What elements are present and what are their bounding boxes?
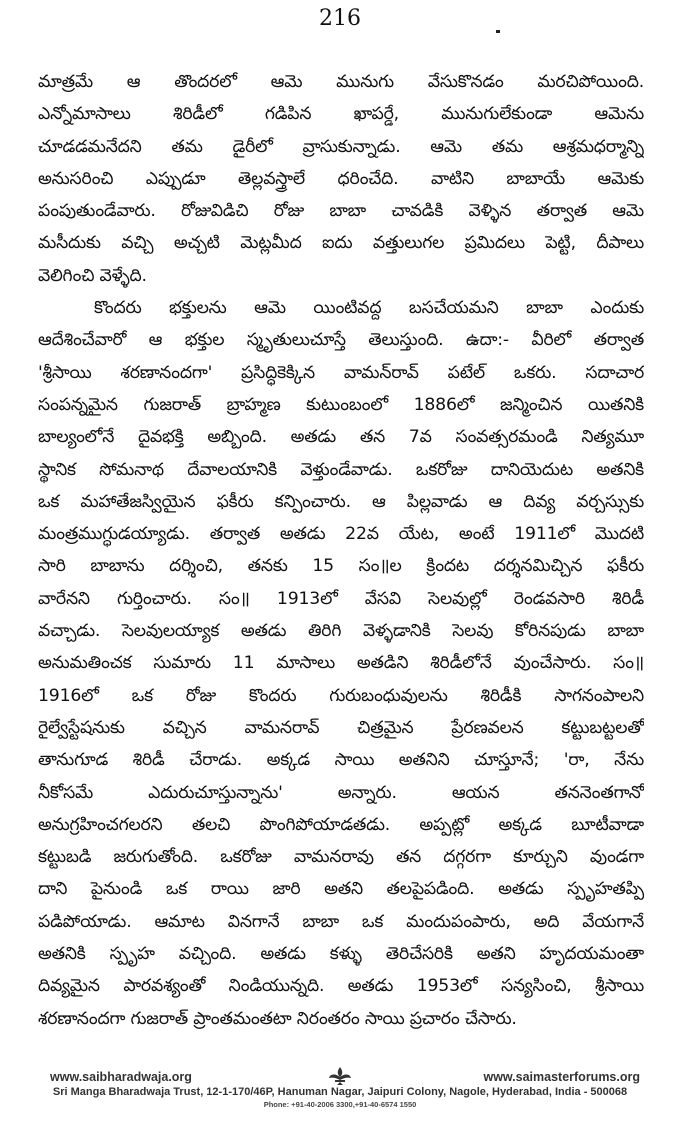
text-line: సంపన్నమైన గుజరాత్ బ్రాహ్మణ కుటుంబంలో 1886లో జన్మించిన యితనికి [38, 394, 644, 415]
text-line: అనుసరించి ఎప్పుడూ తెల్లవస్త్రాలే ధరించేది. వాటిని బాబాయే ఆమెకు [38, 168, 644, 189]
text-line: మాత్రమే ఆ తొందరలో ఆమె మునుగు వేసుకొనడం మరచిపోయింది. [38, 72, 644, 92]
text-line: అనుగ్రహించగలరని తలచి పొంగిపోయాడతడు. అప్పట్లో అక్కడ బూటీవాడా [38, 814, 644, 835]
text-line: రైల్వేస్టేషనుకు వచ్చిన వామనరావ్ చిత్రమైన ప్రేరణవలన కట్టుబట్టలతో [38, 717, 644, 738]
text-line: శరణానందగా గుజరాత్ ప్రాంతమంతటా నిరంతరం సాయి ప్రచారం చేసారు. [38, 1008, 517, 1029]
text-line: సారి బాబాను దర్శించి, తనకు 15 సం॥ల క్రిందట దర్శనమిచ్చిన ఫకీరు [38, 556, 644, 577]
text-line: ఎన్నోమాసాలు శిరిడీలో గడిపిన ఖాపర్డే, మునుగులేకుండా ఆమెను [38, 104, 644, 125]
fleur-ornament-icon [327, 1066, 353, 1086]
footer-left-site-link[interactable]: www.saibharadwaja.org [50, 1070, 192, 1084]
footer-address: Sri Manga Bharadwaja Trust, 12-1-170/46P, Hanuman Nagar, Jaipuri Colony, Nagole, Hyderabad, India - 500068 [52, 1086, 628, 1098]
text-line: దాని పైనుండి ఒక రాయి జారి అతని తలపైపడింది. అతడు స్పృహతప్పి [38, 879, 644, 900]
text-line: చూడడమనేదని తమ డైరీలో వ్రాసుకున్నాడు. ఆమె తమ ఆశ్రమధర్మాన్ని [38, 136, 644, 157]
text-line: ఒక మహాతేజస్వియైన ఫకీరు కన్పించారు. ఆ పిల్లవాడు ఆ దివ్య వర్చస్సుకు [38, 491, 644, 512]
body-text [38, 66, 644, 1035]
text-line: కట్టుబడి జరుగుతోంది. ఒకరోజు వామనరావు తన దగ్గరగా కూర్చుని వుండగా [38, 847, 644, 868]
page-footer [0, 1070, 680, 1122]
text-line: దివ్యమైన పారవశ్యంతో నిండియున్నది. అతడు 1953లో సన్యసించి, శ్రీసాయి [38, 976, 644, 997]
page-number: 216 [319, 6, 361, 31]
text-line: అనుమతించక సుమారు 11 మాసాలు అతడిని శిరిడీలోనే వుంచేసారు. సం॥ [38, 653, 644, 674]
text-line: ఆదేశించేవారో ఆ భక్తుల స్మృతులుచూస్తే తెలుస్తుంది. ఉదా:- వీరిలో తర్వాత [38, 330, 644, 351]
stray-dot-mark [496, 30, 500, 33]
text-line: వచ్చాడు. సెలవులయ్యాక అతడు తిరిగి వెళ్ళడానికి సెలవు కోరినపుడు బాబా [38, 621, 644, 642]
text-line: పంపుతుండేవారు. రోజువిడిచి రోజు బాబా చావడికి వెళ్ళిన తర్వాత ఆమె [38, 201, 644, 222]
text-line: తానుగూడ శిరిడీ చేరాడు. అక్కడ సాయి అతనిని చూస్తూనే; 'రా, నేను [38, 750, 644, 771]
text-line: పడిపోయాడు. ఆమాట వినగానే బాబా ఒక మందుపంపారు, అది వేయగానే [38, 911, 644, 932]
text-line: నీకోసమే ఎదురుచూస్తున్నాను' అన్నారు. ఆయన తననెంతగానో [38, 782, 644, 803]
text-line: మంత్రముగ్ధుడయ్యాడు. తర్వాత అతడు 22వ యేట, అంటే 1911లో మొదటి [38, 524, 644, 545]
footer-phone: Phone: +91-40-2006 3300,+91-40-6574 1550 [263, 1100, 417, 1109]
text-line: మసీదుకు వచ్చి అచ్చటి మెట్లమీద ఐదు వత్తులుగల ప్రమిదలు పెట్టి, దీపాలు [38, 233, 644, 254]
paragraph-2 [38, 292, 644, 1035]
paragraph-1 [38, 66, 644, 292]
text-line: బాల్యంలోనే దైవభక్తి అబ్బింది. అతడు తన 7వ సంవత్సరమండి నిత్యమూ [38, 427, 644, 448]
text-line: కొందరు భక్తులను ఆమె యింటివద్ద బసచేయమని బాబా ఎందుకు [94, 298, 644, 319]
text-line: వారేనని గుర్తించారు. సం॥ 1913లో వేసవి సెలవుల్లో రెండవసారి శిరిడీ [38, 588, 644, 609]
text-line: 'శ్రీసాయి శరణానందగా' ప్రసిద్ధికెక్కిన వామన్‌రావ్ పటేల్ ఒకరు. సదాచార [38, 362, 644, 383]
text-line: అతనికి స్పృహ వచ్చింది. అతడు కళ్ళు తెరిచేసరికి అతని హృదయమంతా [38, 944, 644, 965]
text-line: 1916లో ఒక రోజు కొందరు గురుబంధువులను శిరిడీకి సాగనంపాలని [38, 685, 644, 706]
footer-right-site-link[interactable]: www.saimasterforums.org [483, 1070, 640, 1084]
text-line: వెలిగించి వెళ్ళేది. [38, 265, 147, 286]
text-line: స్థానిక సోమనాథ దేవాలయానికి వెళ్తుండేవాడు. ఒకరోజు దానియెదుట అతనికి [38, 459, 644, 480]
